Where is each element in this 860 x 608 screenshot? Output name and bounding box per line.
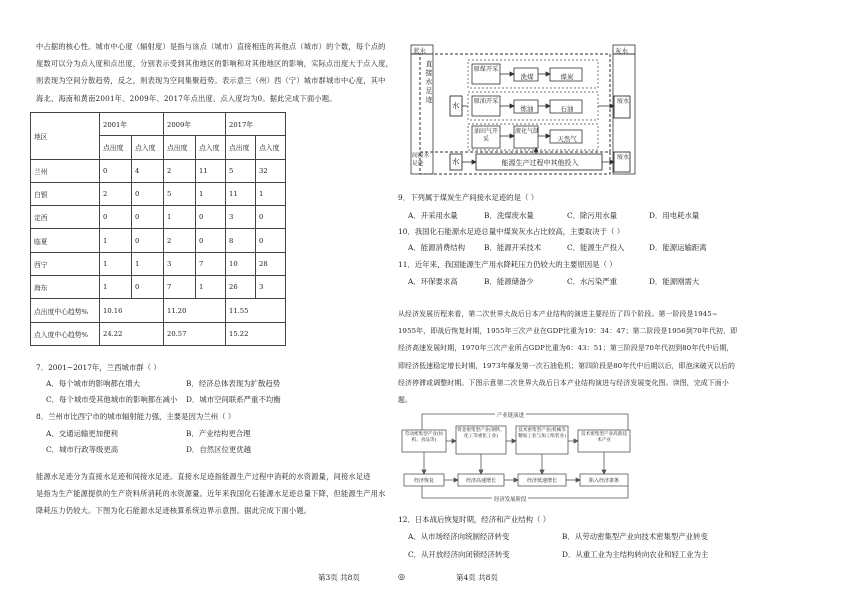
cell: 5	[164, 182, 196, 205]
waste-water-label: 废水	[616, 98, 630, 105]
cell: 20.57	[164, 322, 226, 345]
econ-stage: 经济恢复	[413, 478, 434, 484]
cell: 3	[226, 206, 256, 229]
cell: 0	[196, 206, 226, 229]
q7-option-b[interactable]: B．经济总体表现为扩散趋势	[186, 379, 281, 388]
q11-option-a[interactable]: A．环保要求高	[408, 277, 458, 286]
year-header: 2009年	[164, 113, 226, 136]
stage-label: 劳动密集型产业(纺织、食品等)	[404, 432, 444, 443]
industry-chain-label: 产业链演进	[497, 413, 524, 419]
cell: 1	[256, 182, 286, 205]
cell: 26	[226, 276, 256, 299]
q7-option-c[interactable]: C．每个城市受其他城市的影响都在减小	[46, 395, 178, 404]
blue-water-label: 蓝水	[413, 47, 426, 55]
cell: 24.22	[100, 322, 164, 345]
cell: 10	[226, 252, 256, 275]
other-input-label: 能源生产过程中其他投入	[501, 159, 579, 167]
trend-row	[31, 299, 286, 322]
q12-option-a[interactable]: A．从市场经济向统制经济转变	[408, 532, 510, 541]
stage-label: 技术密集型产业(机械等精加工业与加工组装业)	[518, 428, 566, 439]
water-intro-paragraph	[36, 468, 386, 520]
process-label: 液化气制	[515, 128, 540, 135]
intro-line: 海北、海南和黄南2001年、2009年、2017年点出度、点入度均为0。据此完成下面小题。	[36, 93, 337, 103]
sub-header: 点入度	[132, 136, 164, 159]
sub-header: 点出度	[226, 136, 256, 159]
question-7-stem: 7．2001~2017年，兰西城市群（ ）	[36, 363, 161, 372]
process-label: 洗煤	[520, 73, 534, 81]
sub-header: 点入度	[256, 136, 286, 159]
table-row	[31, 182, 286, 205]
table-row	[31, 159, 286, 182]
source-label: 原煤开采	[473, 66, 499, 73]
q8-option-a[interactable]: A．交通运输更加便利	[46, 429, 118, 438]
indirect-footprint-label: 间接水足迹	[412, 153, 430, 167]
cell: 11.20	[164, 299, 226, 322]
question-12-stem: 12．日本战后恢复时期，经济和产业结构（ ）	[398, 515, 551, 524]
econ-stage: 经济高速增长	[465, 478, 496, 484]
page-number-left: 第3页 共8页	[318, 573, 360, 582]
cell: 0	[196, 229, 226, 252]
region-header: 地区	[31, 113, 100, 160]
cell: 白银	[31, 182, 100, 205]
cell: 点出度中心趋势%	[31, 299, 100, 322]
question-9-stem: 9．下列属于煤炭生产间接水足迹的是（ ）	[398, 193, 539, 202]
cell: 10.16	[100, 299, 164, 322]
cell: 0	[100, 206, 132, 229]
cell: 5	[226, 159, 256, 182]
cell: 11.55	[226, 299, 286, 322]
cell: 西宁	[31, 252, 100, 275]
intro-line: 经济停滞或调整时期。下图示意第二次世界大战后日本产业结构演进与经济发展变化图。读图，完成下面小	[398, 378, 729, 387]
q11-option-b[interactable]: B．能源储备少	[484, 277, 534, 286]
cell: 4	[132, 159, 164, 182]
cell: 2	[164, 229, 196, 252]
q10-option-c[interactable]: C．能源生产投入	[567, 243, 625, 252]
q9-option-a[interactable]: A．开采用水量	[408, 211, 458, 220]
intro-line: 是指为生产能源提供的生产资料所消耗的水资源量。近年来我国化石能源水足迹总量下降，但能源生产用水	[36, 489, 386, 499]
waste-water-label: 废水	[616, 154, 630, 161]
intro-line: 度数可以分为点入度和点出度，分别表示受到其他地区的影响和对其他地区的影响，实际点出度大于点入度，	[36, 59, 394, 69]
q10-option-a[interactable]: A．能源消费结构	[408, 243, 466, 252]
cell: 11	[226, 182, 256, 205]
cell: 海东	[31, 276, 100, 299]
product-label: 石油	[560, 105, 574, 113]
cell: 0	[256, 229, 286, 252]
water-label: 水	[452, 157, 460, 166]
q7-option-a[interactable]: A．每个城市的影响都在增大	[46, 379, 141, 388]
cell: 8	[226, 229, 256, 252]
cell: 0	[132, 276, 164, 299]
q12-option-d[interactable]: D．从重工业为主结构转向农业和轻工业为主	[562, 550, 709, 559]
intro-line: 从经济发展历程来看，第二次世界大战后日本产业结构的演进主要经历了四个阶段。第一阶段是1945~	[398, 310, 718, 318]
stage-label: 技术密集型产业高新技术产业	[581, 432, 627, 443]
cell: 2	[164, 159, 196, 182]
intro-line: 题。	[398, 395, 413, 404]
cell: 3	[256, 276, 286, 299]
cell: 28	[256, 252, 286, 275]
stage-label: 资金密集型产业(钢铁、化工等重化工业)	[457, 428, 505, 439]
trend-row	[31, 322, 286, 345]
center-mark-icon: ◎	[398, 572, 405, 581]
question-11-stem: 11．近年来，我国能源生产用水降耗压力仍较大的主要原因是（ ）	[398, 260, 617, 269]
q9-option-d[interactable]: D．用电耗水量	[649, 211, 700, 220]
intro-paragraph	[36, 38, 393, 107]
q9-option-c[interactable]: C．除污用水量	[567, 211, 617, 220]
sub-header: 点出度	[100, 136, 132, 159]
cell: 1	[100, 276, 132, 299]
q12-option-c[interactable]: C．从开放经济向闭锁经济转变	[408, 550, 510, 559]
cell: 0	[132, 206, 164, 229]
source-label: 原油开采	[473, 98, 499, 105]
direct-footprint-label: 直接水足迹	[425, 60, 433, 105]
city-centrality-table	[30, 112, 286, 346]
cell: 1	[196, 276, 226, 299]
source-label: 油田气开采	[473, 128, 498, 143]
cell: 定西	[31, 206, 100, 229]
econ-stage: 经济低速增长	[526, 478, 557, 484]
question-8-stem: 8．兰州市比西宁市的城市辐射能力强，主要是因为兰州（ ）	[36, 412, 236, 421]
cell: 32	[256, 159, 286, 182]
intro-line: 即经济低速稳定增长时期，1973年爆发第一次石油危机；第四阶段是80年代中后期以后，即泡沫破灭以后的	[398, 361, 735, 370]
cell: 7	[196, 252, 226, 275]
econ-stage: 陷入经济萧条	[588, 478, 619, 484]
water-label: 水	[452, 101, 460, 110]
q10-option-b[interactable]: B．能源开采技术	[484, 243, 542, 252]
japan-intro-paragraph	[398, 306, 737, 409]
grey-water-label: 灰水	[615, 47, 628, 55]
cell: 2	[100, 182, 132, 205]
cell: 临夏	[31, 229, 100, 252]
cell: 1	[164, 206, 196, 229]
cell: 1	[196, 182, 226, 205]
sub-header: 点出度	[164, 136, 196, 159]
question-10-stem: 10．我国化石能源水足迹总量中煤炭灰水占比较高，主要取决于（ ）	[398, 227, 625, 236]
intro-line: 降耗压力仍较大。下图为化石能源水足迹核算系统边界示意图。据此完成下面小题。	[36, 506, 312, 516]
intro-line: 则表现为空间分散趋势，反之，则表现为空间集聚趋势。表示意兰（州）西（宁）城市群城市中心度，其中	[36, 76, 386, 86]
product-label: 煤炭	[560, 73, 574, 81]
cell: 1	[132, 252, 164, 275]
cell: 兰州	[31, 159, 100, 182]
q8-option-c[interactable]: C．城市行政等级更高	[46, 445, 119, 454]
sub-header: 点入度	[196, 136, 226, 159]
process-label: 炼油	[520, 105, 534, 113]
table-row	[31, 206, 286, 229]
cell: 0	[132, 182, 164, 205]
q8-option-d[interactable]: D．自然区位更优越	[186, 445, 252, 454]
product-label: 天然气	[557, 135, 577, 143]
cell: 点入度中心趋势%	[31, 322, 100, 345]
intro-line: 1955年，即战后恢复时期，1955年三次产业在GDP比重为19：34：47；第二阶段是1956到70年代初，即	[398, 327, 738, 336]
cell: 3	[164, 252, 196, 275]
intro-line: 经济高速发展时期，1970年三次产业所占GDP比重为6：43：51；第三阶段是70年代初到80年代中后期，	[398, 344, 734, 353]
q12-option-b[interactable]: B．从劳动密集型产业向技术密集型产业转变	[562, 532, 708, 541]
cell: 0	[256, 206, 286, 229]
table-row	[31, 229, 286, 252]
cell: 11	[196, 159, 226, 182]
cell: 7	[164, 276, 196, 299]
cell: 1	[100, 229, 132, 252]
q7-option-d[interactable]: D．城市空间联系严重不均衡	[186, 395, 281, 404]
q10-option-d[interactable]: D．能源运输距离	[649, 243, 707, 252]
page-number-right: 第4页 共8页	[456, 573, 498, 582]
year-header: 2017年	[226, 113, 286, 136]
q11-option-c[interactable]: C．水污染严重	[567, 277, 617, 286]
econ-stage-label: 经济发展阶段	[494, 497, 527, 503]
cell: 15.22	[226, 322, 286, 345]
cell: 0	[132, 229, 164, 252]
q11-option-d[interactable]: D．能源刚需大	[649, 277, 700, 286]
q9-option-b[interactable]: B．洗煤废水量	[484, 211, 534, 220]
table-row	[31, 252, 286, 275]
industry-evolution-diagram	[400, 408, 642, 504]
year-header: 2001年	[100, 113, 164, 136]
table-row	[31, 276, 286, 299]
cell: 1	[100, 252, 132, 275]
intro-line: 能源水足迹分为直接水足迹和间接水足迹。直接水足迹指能源生产过程中消耗的水资源量，间接水足迹	[36, 472, 371, 481]
intro-line: 中占据的核心性。城市中心度（辐射度）是指与该点（城市）直接相连的其他点（城市）的个数，每个点的	[36, 42, 386, 51]
q8-option-b[interactable]: B．产业结构更合理	[186, 429, 251, 438]
cell: 0	[100, 159, 132, 182]
